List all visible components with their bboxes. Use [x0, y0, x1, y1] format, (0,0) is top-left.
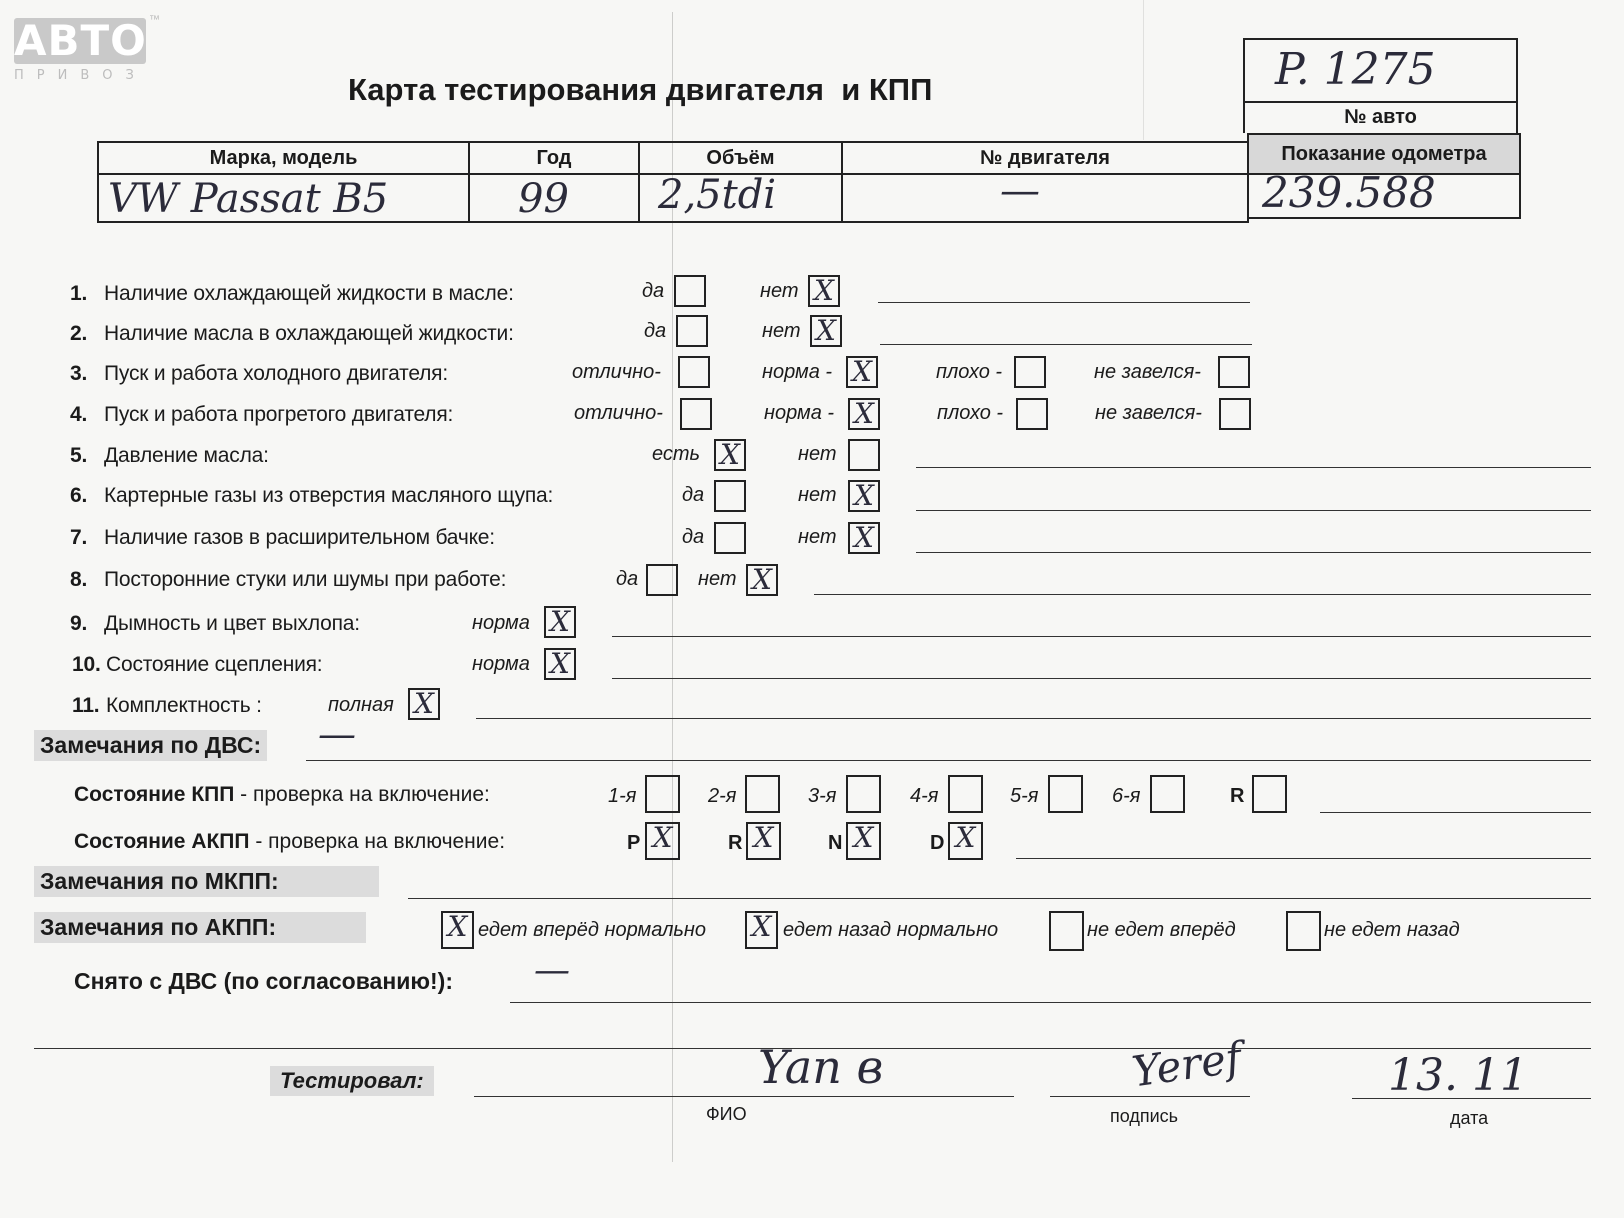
q4-checkbox-no-start[interactable]	[1219, 398, 1251, 430]
q8-checkbox-da[interactable]	[646, 564, 678, 596]
year-value: 99	[518, 176, 569, 222]
q5-option-yes-label: есть	[652, 443, 701, 465]
kpp-gear-r-checkbox[interactable]	[1252, 775, 1287, 813]
q4-option-normal-label: норма -	[764, 402, 835, 424]
akpp-mode-r-label: R	[728, 832, 743, 854]
car-number-value: P. 1275	[1275, 44, 1436, 95]
q5-option-no-label: нет	[798, 443, 837, 465]
question-6: 6. Картерные газы из отверстия масляного щупа:	[70, 484, 554, 507]
q3-checkbox-bad[interactable]	[1014, 356, 1046, 388]
q3-option-excellent-label: отлично-	[572, 361, 661, 383]
q4-option-bad-label: плохо -	[937, 402, 1004, 424]
kpp-label: Состояние КПП - проверка на включение:	[74, 783, 490, 806]
akpp-no-backward-label: не едет назад	[1324, 919, 1460, 941]
kpp-gear-4-checkbox[interactable]	[948, 775, 983, 813]
kpp-gear-r-label: R	[1230, 785, 1245, 807]
q2-checkbox-net[interactable]: X	[810, 315, 842, 347]
q6-checkbox-da[interactable]	[714, 480, 746, 512]
q7-checkbox-net[interactable]: X	[848, 522, 880, 554]
akpp-no-forward-checkbox[interactable]	[1049, 911, 1084, 951]
akpp-mode-d-checkbox[interactable]: X	[948, 822, 983, 860]
q9-option-normal-label: норма	[472, 612, 530, 634]
col-volume: Объём	[638, 141, 843, 175]
akpp-forward-ok-checkbox[interactable]: X	[441, 911, 474, 949]
q3-checkbox-excellent[interactable]	[678, 356, 710, 388]
akpp-mode-n-label: N	[828, 832, 843, 854]
engine-no-value: —	[1000, 168, 1040, 214]
question-10: 10. Состояние сцепления:	[72, 653, 323, 676]
q7-comment-line	[916, 552, 1591, 553]
tested-date-label: дата	[1450, 1108, 1489, 1128]
q3-option-no-start-label: не завелся-	[1094, 361, 1201, 383]
car-number-label: № авто	[1344, 106, 1417, 128]
q8-option-net-label: нет	[698, 568, 737, 590]
q11-comment-line	[476, 718, 1591, 719]
akpp-forward-ok-label: едет вперёд нормально	[478, 919, 707, 941]
q4-checkbox-normal[interactable]: X	[848, 398, 880, 430]
q10-checkbox-normal[interactable]: X	[544, 648, 576, 680]
kpp-gear-1-label: 1-я	[608, 785, 637, 807]
tested-label: Тестировал:	[270, 1066, 434, 1096]
make-model-value: VW Passat B5	[108, 176, 389, 222]
q10-comment-line	[612, 678, 1591, 679]
kpp-gear-3-checkbox[interactable]	[846, 775, 881, 813]
col-odometer: Показание одометра	[1247, 133, 1521, 175]
question-11: 11. Комплектность :	[72, 694, 262, 717]
kpp-gear-6-checkbox[interactable]	[1150, 775, 1185, 813]
logo-subtitle: ПРИВОЗ	[14, 68, 147, 83]
removed-line	[510, 1002, 1591, 1003]
q9-comment-line	[612, 636, 1591, 637]
akpp-mode-n-checkbox[interactable]: X	[846, 822, 881, 860]
tested-signature-line	[1050, 1096, 1250, 1097]
kpp-gear-2-label: 2-я	[708, 785, 737, 807]
volume-value: 2,5tdi	[658, 172, 777, 218]
tested-date-line	[1352, 1098, 1591, 1099]
q7-option-net-label: нет	[798, 526, 837, 548]
remarks-mkpp-line	[408, 898, 1591, 899]
remarks-akpp-label: Замечания по АКПП:	[34, 912, 366, 943]
akpp-backward-ok-checkbox[interactable]: X	[745, 911, 778, 949]
kpp-gear-1-checkbox[interactable]	[645, 775, 680, 813]
q3-option-normal-label: норма -	[762, 361, 833, 383]
q2-option-da-label: да	[644, 320, 667, 342]
question-5: 5. Давление масла:	[70, 444, 269, 467]
q1-comment-line	[878, 302, 1250, 303]
tested-fio-label: ФИО	[706, 1104, 747, 1124]
paper-crease-right	[1143, 0, 1144, 140]
akpp-comment-line	[1016, 858, 1591, 859]
remarks-engine-value: —	[318, 712, 356, 756]
question-1: 1. Наличие охлаждающей жидкости в масле:	[70, 282, 514, 305]
kpp-gear-2-checkbox[interactable]	[745, 775, 780, 813]
q6-option-net-label: нет	[798, 484, 837, 506]
remarks-mkpp-label: Замечания по МКПП:	[34, 866, 379, 897]
tested-signature-label: подпись	[1110, 1106, 1179, 1126]
akpp-no-backward-checkbox[interactable]	[1286, 911, 1321, 951]
akpp-mode-p-checkbox[interactable]: X	[645, 822, 680, 860]
question-3: 3. Пуск и работа холодного двигателя:	[70, 362, 448, 385]
logo-tm: ™	[149, 14, 160, 26]
q7-checkbox-da[interactable]	[714, 522, 746, 554]
removed-label: Снято с ДВС (по согласованию!):	[74, 968, 453, 994]
tested-signature: Yeref	[1129, 1032, 1245, 1097]
car-number-label-cell	[1243, 101, 1518, 133]
q1-option-da-label: да	[642, 280, 665, 302]
q1-checkbox-net[interactable]: X	[808, 275, 840, 307]
q3-checkbox-no-start[interactable]	[1218, 356, 1250, 388]
q6-checkbox-net[interactable]: X	[848, 480, 880, 512]
q6-option-da-label: да	[682, 484, 705, 506]
tested-fio-value: Yan в	[758, 1040, 884, 1094]
remarks-engine-label: Замечания по ДВС:	[34, 730, 267, 761]
kpp-gear-3-label: 3-я	[808, 785, 837, 807]
question-9: 9. Дымность и цвет выхлопа:	[70, 612, 360, 635]
q2-checkbox-da[interactable]	[676, 315, 708, 347]
page-title: Карта тестирования двигателя и КПП	[348, 72, 933, 107]
col-year: Год	[468, 141, 640, 175]
col-engine-no: № двигателя	[841, 141, 1249, 175]
q3-checkbox-normal[interactable]: X	[846, 356, 878, 388]
q4-option-excellent-label: отлично-	[574, 402, 663, 424]
tested-date-value: 13. 11	[1388, 1050, 1528, 1101]
q5-checkbox-yes[interactable]: X	[714, 439, 746, 471]
akpp-mode-p-label: P	[627, 832, 641, 854]
question-7: 7. Наличие газов в расширительном бачке:	[70, 526, 495, 549]
q5-comment-line	[916, 467, 1591, 468]
akpp-mode-d-label: D	[930, 832, 945, 854]
q11-option-full-label: полная	[328, 694, 394, 716]
kpp-gear-5-checkbox[interactable]	[1048, 775, 1083, 813]
question-4: 4. Пуск и работа прогретого двигателя:	[70, 403, 454, 426]
q4-checkbox-bad[interactable]	[1016, 398, 1048, 430]
val-engine-no-cell	[841, 173, 1249, 223]
q11-checkbox-full[interactable]: X	[408, 688, 440, 720]
kpp-gear-6-label: 6-я	[1112, 785, 1141, 807]
col-make-model: Марка, модель	[97, 141, 470, 175]
q4-option-no-start-label: не завелся-	[1095, 402, 1202, 424]
q6-comment-line	[916, 510, 1591, 511]
logo: АВТО	[14, 16, 147, 65]
kpp-comment-line	[1320, 812, 1591, 813]
remarks-engine-line	[306, 760, 1591, 761]
tested-fio-line	[474, 1096, 1014, 1097]
q1-checkbox-da[interactable]	[674, 275, 706, 307]
q1-option-net-label: нет	[760, 280, 799, 302]
question-2: 2. Наличие масла в охлаждающей жидкости:	[70, 322, 514, 345]
q4-checkbox-excellent[interactable]	[680, 398, 712, 430]
q8-option-da-label: да	[616, 568, 639, 590]
akpp-no-forward-label: не едет вперёд	[1087, 919, 1236, 941]
akpp-mode-r-checkbox[interactable]: X	[746, 822, 781, 860]
q8-checkbox-net[interactable]: X	[746, 564, 778, 596]
q8-comment-line	[814, 594, 1591, 595]
akpp-label: Состояние АКПП - проверка на включение:	[74, 830, 506, 853]
removed-value: —	[534, 950, 570, 991]
q5-checkbox-no[interactable]	[848, 439, 880, 471]
question-8: 8. Посторонние стуки или шумы при работе:	[70, 568, 507, 591]
q10-option-normal-label: норма	[472, 653, 530, 675]
q2-option-net-label: нет	[762, 320, 801, 342]
kpp-gear-5-label: 5-я	[1010, 785, 1039, 807]
q3-option-bad-label: плохо -	[936, 361, 1003, 383]
akpp-backward-ok-label: едет назад нормально	[783, 919, 999, 941]
q2-comment-line	[880, 344, 1252, 345]
q7-option-da-label: да	[682, 526, 705, 548]
q9-checkbox-normal[interactable]: X	[544, 606, 576, 638]
odometer-value: 239.588	[1262, 168, 1436, 217]
kpp-gear-4-label: 4-я	[910, 785, 939, 807]
